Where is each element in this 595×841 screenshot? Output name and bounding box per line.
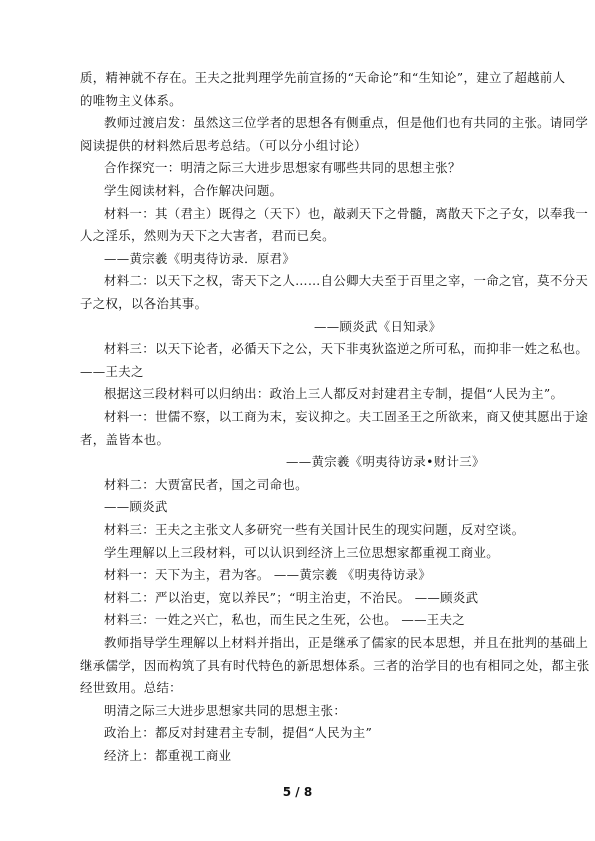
citation-line: ——黄宗羲《明夷待访录．原君》 (104, 250, 296, 266)
paragraph-line: 合作探究一：明清之际三大进步思想家有哪些共同的思想主张？ (104, 160, 461, 176)
paragraph-line: 材料三：王夫之主张文人多研究一些有关国计民生的现实问题，反对空谈。 (104, 522, 525, 537)
paragraph-line: 材料三：一姓之兴亡，私也，而生民之生死，公也。 ——王夫之 (104, 612, 466, 628)
page-number: 5 / 8 (282, 785, 313, 799)
citation-line: ——顾炎武《日知录》 (314, 318, 442, 334)
paragraph-line: 学生阅读材料，合作解决问题。 (104, 183, 283, 198)
paragraph-line: 材料一：天下为主，君为客。 ——黄宗羲 《明夷待访录》 (104, 567, 432, 583)
paragraph-line: 根据这三段材料可以归纳出：政治上三人都反对封建君主专制，提倡“人民为主”。 (104, 386, 564, 402)
paragraph-line: 质，精神就不存在。王夫之批判理学先前宣扬的“天命论”和“生知论”，建立了超越前人 (80, 70, 566, 85)
paragraph-line: 者，盖皆本也。 (80, 431, 170, 447)
citation-line: ——王夫之 (80, 363, 144, 379)
paragraph-line: 材料二：以天下之权，寄天下之人……自公卿大夫至于百里之宰，一命之官，莫不分天 (104, 273, 589, 289)
paragraph-line: 的唯物主义体系。 (80, 92, 182, 108)
paragraph-line: 学生理解以上三段材料，可以认识到经济上三位思想家都重视工商业。 (104, 544, 499, 560)
citation-line: ——顾炎武 (104, 499, 168, 515)
paragraph-line: 材料一：其（君主）既得之（天下）也，敲剥天下之骨髓，离散天下之子女，以奉我一 (104, 205, 589, 221)
paragraph-line: 材料二：严以治吏，宽以养民”；“明主治吏，不治民。 ——顾炎武 (104, 589, 479, 605)
paragraph-line: 子之权，以各治其事。 (80, 296, 208, 311)
paragraph-line: 继承儒学，因而构筑了具有时代特色的新思想体系。三者的治学目的也有相同之处，都主张 (80, 657, 590, 673)
paragraph-line: 经济上：都重视工商业 (104, 748, 232, 763)
citation-line: ——黄宗羲《明夷待访录•财计三》 (286, 454, 485, 470)
paragraph-line: 材料一：世儒不察，以工商为末，妄议抑之。夫工固圣王之所欲来，商又使其愿出于途 (104, 409, 589, 424)
paragraph-line: 教师过渡启发：虽然这三位学者的思想各有侧重点，但是他们也有共同的主张。请同学 (104, 115, 589, 131)
paragraph-line: 人之淫乐，然则为天下之大害者，君而已矣。 (80, 228, 335, 244)
paragraph-line: 材料三：以天下论者，必循天下之公，天下非夷狄盗逆之所可私，而抑非一姓之私也。 (104, 341, 589, 357)
paragraph-line: 阅读提供的材料然后思考总结。（可以分小组讨论） (80, 137, 367, 153)
paragraph-line: 明清之际三大进步思想家共同的思想主张： (104, 702, 347, 718)
paragraph-line: 经世致用。总结： (80, 680, 182, 696)
paragraph-line: 政治上：都反对封建君主专制，提倡“人民为主” (104, 725, 373, 741)
paragraph-line: 教师指导学生理解以上材料并指出，正是继承了儒家的民本思想，并且在批判的基础上 (104, 635, 589, 650)
paragraph-line: 材料二：大贾富民者，国之司命也。 (104, 476, 308, 492)
